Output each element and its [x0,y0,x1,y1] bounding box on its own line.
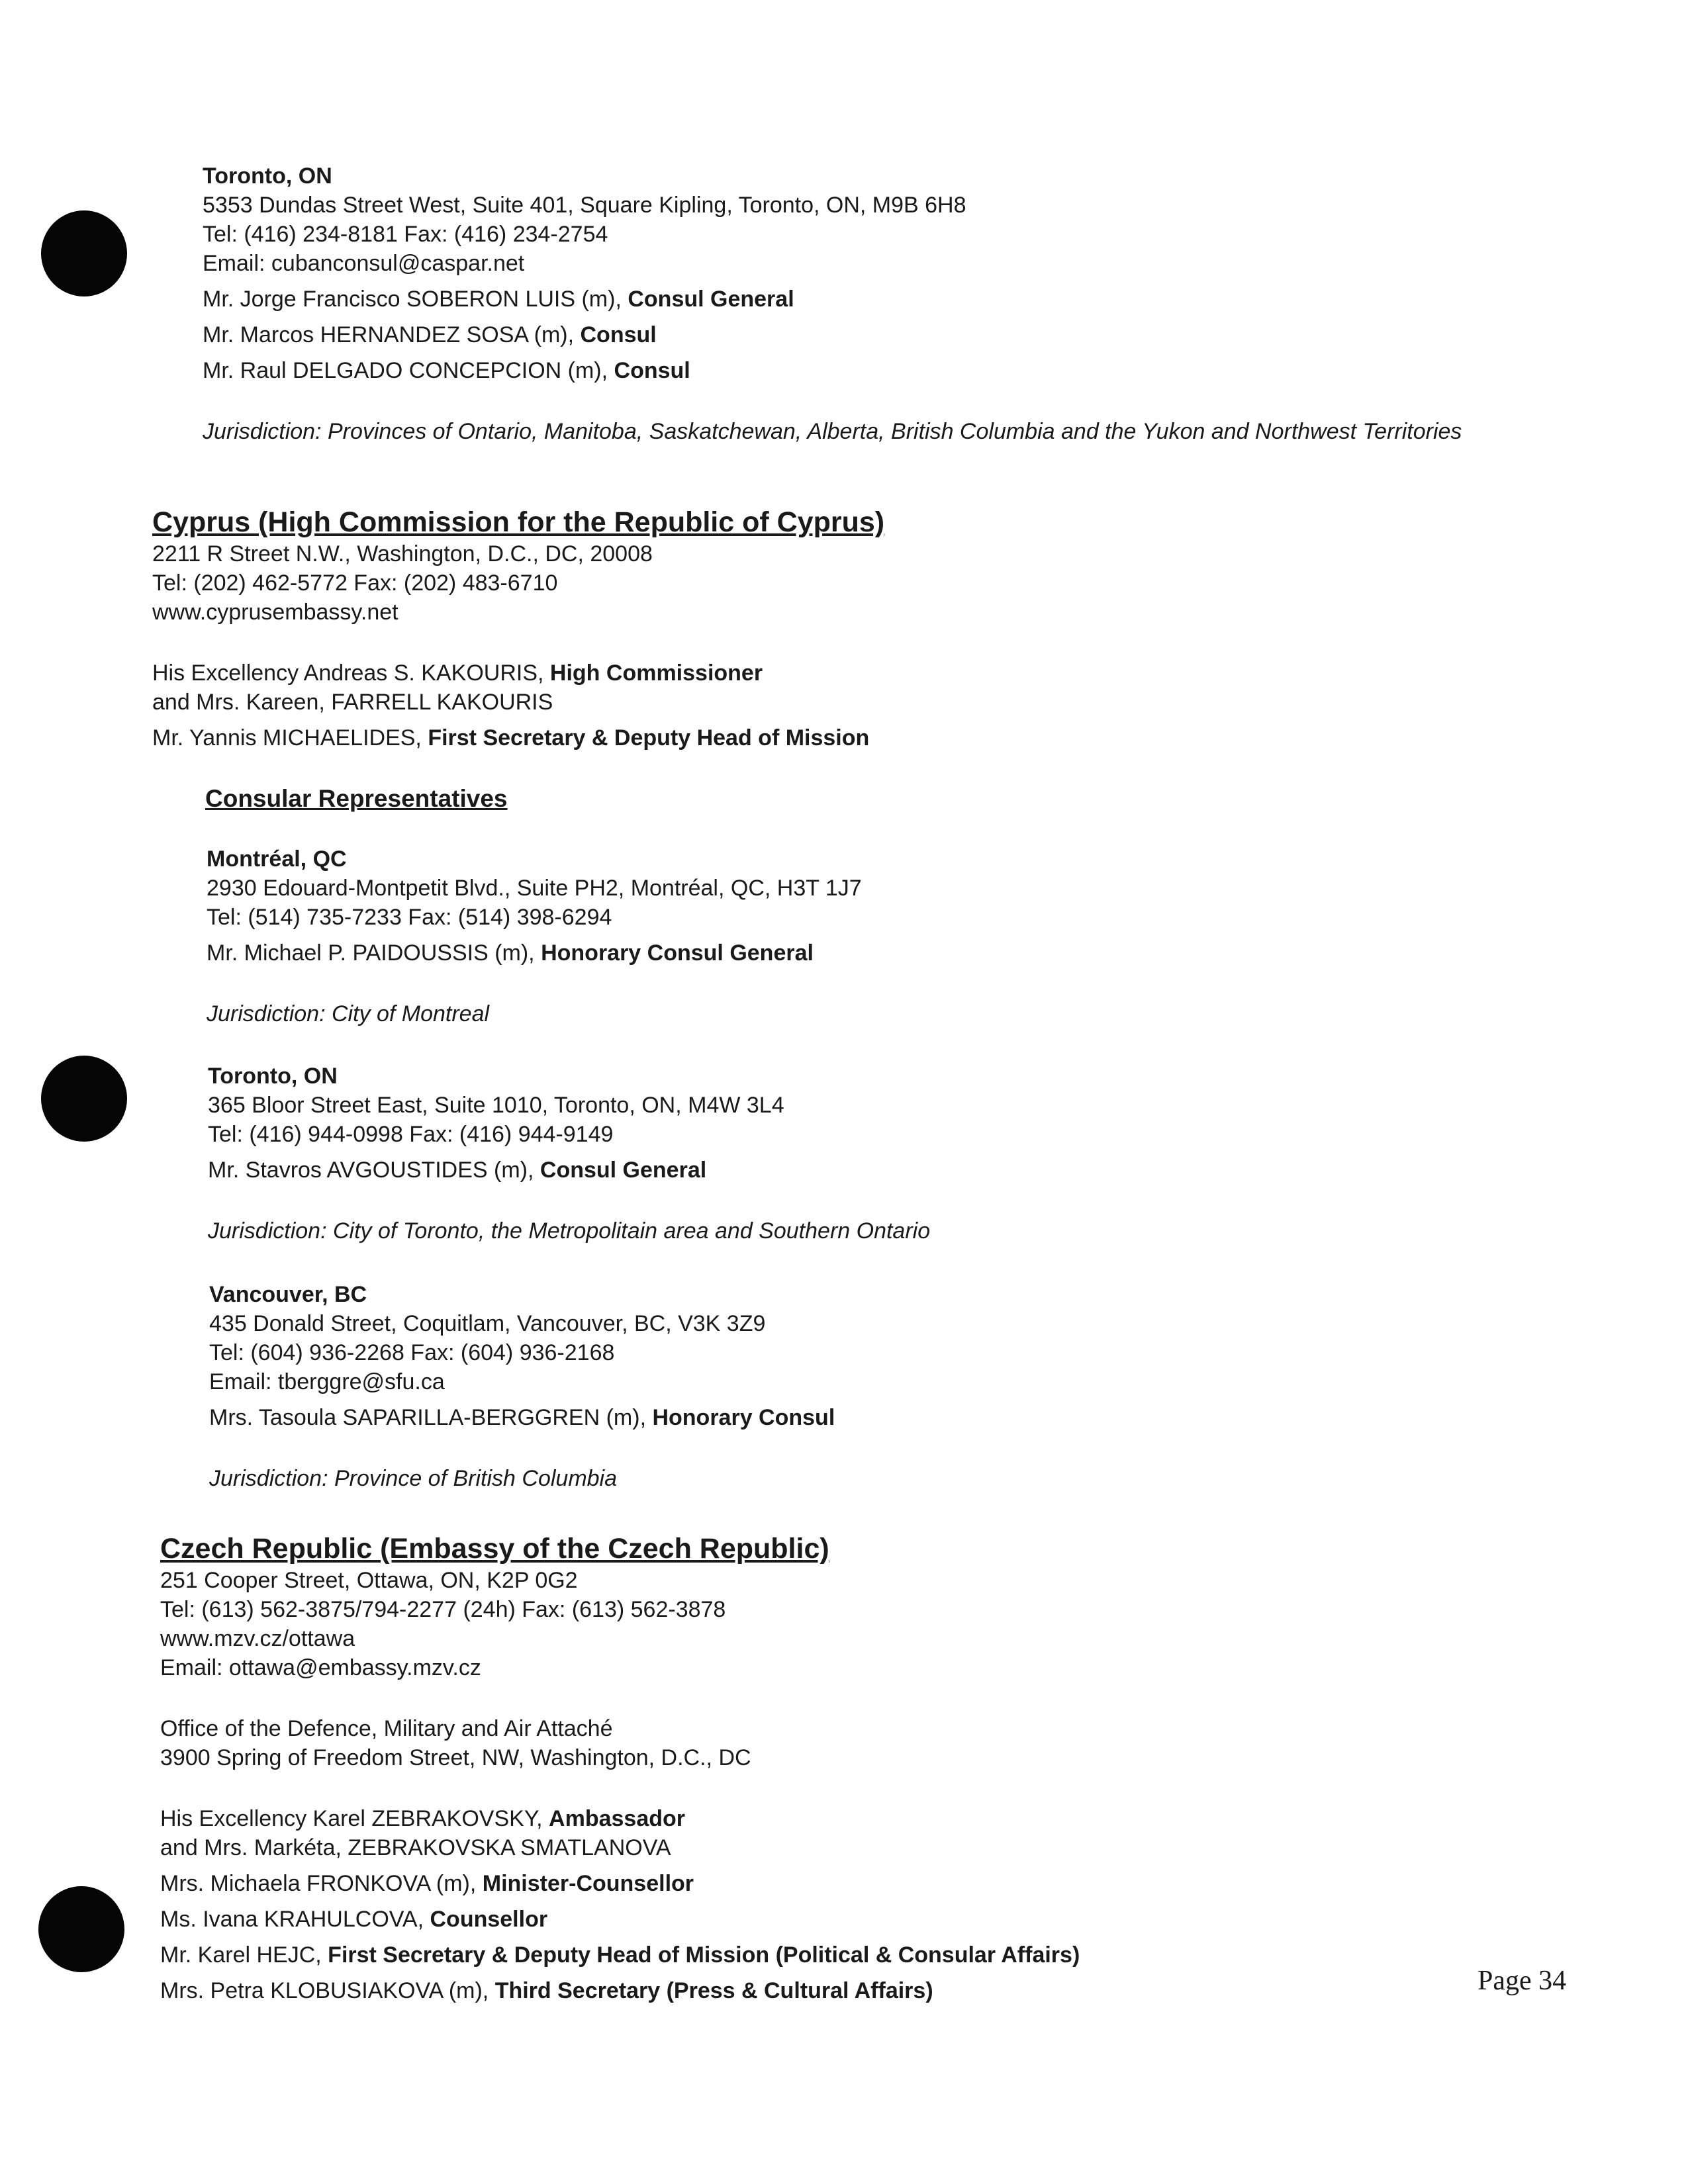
official-title: Honorary Consul General [541,940,814,966]
official-title: First Secretary & Deputy Head of Mission (Political & Consular Affairs) [328,1942,1080,1968]
consular-representatives-heading: Consular Representatives [205,785,508,812]
address: 5353 Dundas Street West, Suite 401, Square Kipling, Toronto, ON, M9B 6H8 [203,193,966,218]
email: Email: ottawa@embassy.mzv.cz [160,1655,481,1680]
official-title: Consul [580,322,657,347]
official-title: High Commissioner [549,660,763,686]
official-name: Mrs. Petra KLOBUSIAKOVA (m), [160,1978,495,2003]
phone-fax: Tel: (604) 936-2268 Fax: (604) 936-2168 [209,1340,615,1365]
official-name: and Mrs. Kareen, FARRELL KAKOURIS [152,690,553,715]
official-line [207,938,1398,968]
official-name: Mrs. Tasoula SAPARILLA-BERGGREN (m), [209,1405,653,1430]
official-line [160,1940,1484,1970]
phone-fax: Tel: (202) 462-5772 Fax: (202) 483-6710 [152,570,558,596]
official-title: Counsellor [430,1907,548,1932]
official-line [160,1905,1484,1934]
city-heading: Toronto, ON [203,163,332,189]
top-consulate-block [203,161,1526,446]
official-title: Minister-Counsellor [482,1871,694,1896]
address: 251 Cooper Street, Ottawa, ON, K2P 0G2 [160,1568,578,1593]
official-name: His Excellency Andreas S. KAKOURIS, [152,660,550,686]
official-title: Consul General [628,287,794,312]
official-title: Honorary Consul [652,1405,835,1430]
official-name: Mr. Marcos HERNANDEZ SOSA (m), [203,322,581,347]
official-line [160,1804,1484,1833]
address: 2930 Edouard-Montpetit Blvd., Suite PH2, Montréal, QC, H3T 1J7 [207,876,862,901]
city-heading: Toronto, ON [208,1064,338,1089]
official-line [152,659,1476,688]
defence-office: Office of the Defence, Military and Air Attaché [160,1716,613,1741]
official-line [203,356,1526,385]
punch-hole-middle [41,1056,127,1142]
consulate-toronto [208,1062,1399,1246]
defence-address: 3900 Spring of Freedom Street, NW, Washington, D.C., DC [160,1745,751,1770]
official-title: Consul [614,358,690,383]
official-line [152,723,1476,752]
official-name: Mr. Michael P. PAIDOUSSIS (m), [207,940,541,966]
official-title: Ambassador [549,1806,685,1831]
official-line [160,1976,1484,2005]
city-heading: Vancouver, BC [209,1282,367,1307]
official-line [203,285,1526,314]
cyprus-section [152,505,1476,752]
official-name: Mr. Jorge Francisco SOBERON LUIS (m), [203,287,628,312]
official-name: Mrs. Michaela FRONKOVA (m), [160,1871,483,1896]
address: 435 Donald Street, Coquitlam, Vancouver, BC, V3K 3Z9 [209,1311,766,1336]
punch-hole-top [41,210,127,296]
czech-section [160,1531,1484,2005]
city-heading: Montréal, QC [207,846,347,872]
phone-fax: Tel: (416) 234-8181 Fax: (416) 234-2754 [203,222,608,247]
address: 2211 R Street N.W., Washington, D.C., DC, 20008 [152,541,653,567]
page-number: Page 34 [1477,1966,1567,1996]
website: www.mzv.cz/ottawa [160,1626,355,1651]
jurisdiction-note: Jurisdiction: Provinces of Ontario, Manitoba, Saskatchewan, Alberta, British Columbia and the Yukon and Northwest Territories [203,419,1462,444]
official-line [160,1833,1484,1862]
website: www.cyprusembassy.net [152,600,399,625]
country-heading: Czech Republic (Embassy of the Czech Republic) [160,1533,829,1565]
phone-fax: Tel: (613) 562-3875/794-2277 (24h) Fax: (613) 562-3878 [160,1597,726,1622]
consulate-vancouver [209,1280,1401,1493]
email: Email: cubanconsul@caspar.net [203,251,525,276]
official-name: and Mrs. Markéta, ZEBRAKOVSKA SMATLANOVA [160,1835,671,1860]
consular-representatives-heading-block [205,784,508,814]
official-name: Mr. Yannis MICHAELIDES, [152,725,428,751]
official-name: Ms. Ivana KRAHULCOVA, [160,1907,430,1932]
official-line [203,320,1526,349]
phone-fax: Tel: (416) 944-0998 Fax: (416) 944-9149 [208,1122,614,1147]
jurisdiction-note: Jurisdiction: City of Toronto, the Metropolitain area and Southern Ontario [208,1218,931,1244]
jurisdiction-note: Jurisdiction: City of Montreal [207,1001,490,1026]
official-name: Mr. Karel HEJC, [160,1942,328,1968]
official-line [208,1156,1399,1185]
official-line [209,1403,1401,1432]
punch-hole-bottom [38,1886,124,1972]
official-name: Mr. Raul DELGADO CONCEPCION (m), [203,358,614,383]
official-name: His Excellency Karel ZEBRAKOVSKY, [160,1806,549,1831]
country-heading: Cyprus (High Commission for the Republic of Cyprus) [152,506,885,538]
official-title: Consul General [539,1158,707,1183]
official-line [152,688,1476,717]
address: 365 Bloor Street East, Suite 1010, Toronto, ON, M4W 3L4 [208,1093,784,1118]
official-title: Third Secretary (Press & Cultural Affairs) [494,1978,933,2003]
jurisdiction-note: Jurisdiction: Province of British Columbia [209,1466,618,1491]
phone-fax: Tel: (514) 735-7233 Fax: (514) 398-6294 [207,905,612,930]
official-line [160,1869,1484,1898]
official-name: Mr. Stavros AVGOUSTIDES (m), [208,1158,540,1183]
official-title: First Secretary & Deputy Head of Mission [428,725,870,751]
email: Email: tberggre@sfu.ca [209,1369,445,1394]
consulate-montreal [207,844,1398,1028]
